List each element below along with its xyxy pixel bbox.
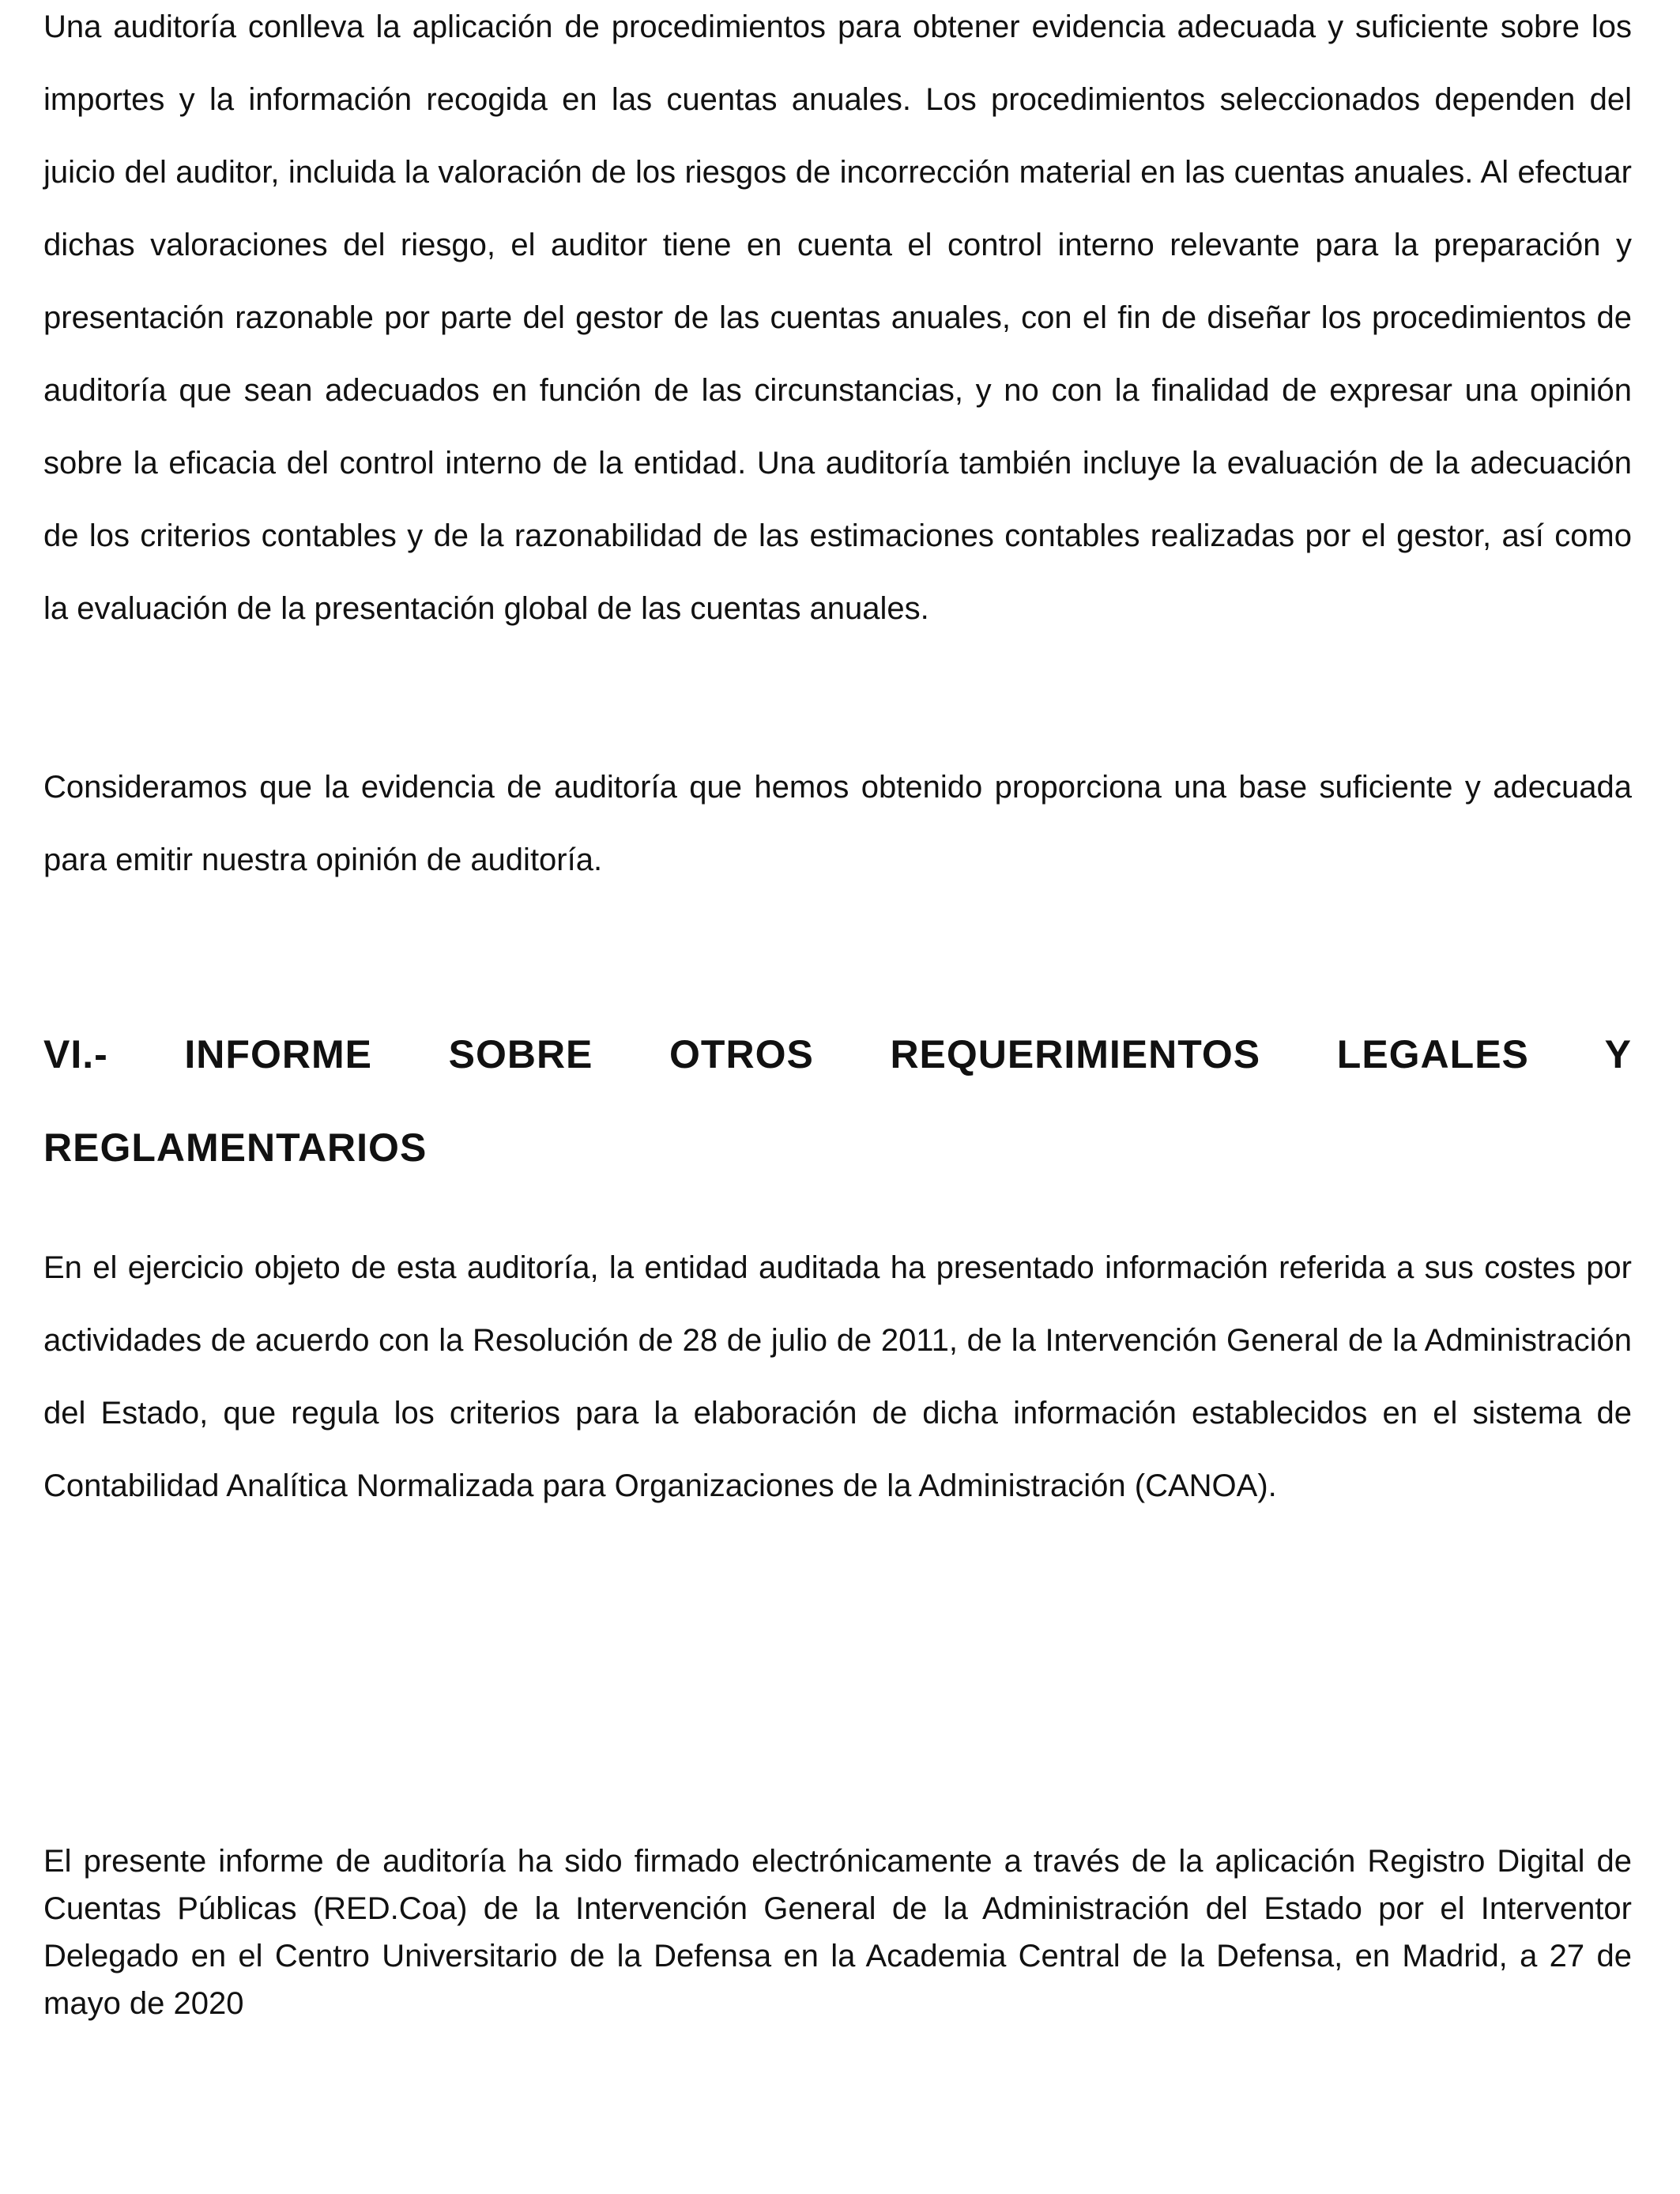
cost-information-paragraph: En el ejercicio objeto de esta auditoría, la entidad auditada ha presentado información referida a sus costes por actividades de acuerdo con la Resolución de 28 de julio de 2011, de la Intervención General de la Administración del Estado, que regula los criterios para la elaboración de dicha información establecidos en el sistema de Contabilidad Analítica Normalizada para Organizaciones de la Administración (CANOA). xyxy=(43,1250,1632,1503)
audit-evidence-paragraph: Consideramos que la evidencia de auditoría que hemos obtenido proporciona una base suficiente y adecuada para emitir nuestra opinión de auditoría. xyxy=(43,770,1632,877)
signature-paragraph: El presente informe de auditoría ha sido firmado electrónicamente a través de la aplicación Registro Digital de Cuentas Públicas (RED.Coa) de la Intervención General de la Administración del Estado por el Interventor Delegado en el Centro Universitario de la Defensa en la Academia Central de la Defensa, en Madrid, a 27 de mayo de 2020 xyxy=(43,1844,1632,2021)
audit-procedures-paragraph: Una auditoría conlleva la aplicación de procedimientos para obtener evidencia adecuada y suficiente sobre los importes y la información recogida en las cuentas anuales. Los procedimientos seleccionados dependen del juicio del auditor, incluida la valoración de los riesgos de incorrección material en las cuentas anuales. Al efectuar dichas valoraciones del riesgo, el auditor tiene en cuenta el control interno relevante para la preparación y presentación razonable por parte del gestor de las cuentas anuales, con el fin de diseñar los procedimientos de auditoría que sean adecuados en función de las circunstancias, y no con la finalidad de expresar una opinión sobre la eficacia del control interno de la entidad. Una auditoría también incluye la evaluación de la adecuación de los criterios contables y de la razonabilidad de las estimaciones contables realizadas por el gestor, así como la evaluación de la presentación global de las cuentas anuales. xyxy=(43,9,1632,626)
section-heading: VI.- INFORME SOBRE OTROS REQUERIMIENTOS LEGALES Y REGLAMENTARIOS xyxy=(43,1032,1632,1170)
